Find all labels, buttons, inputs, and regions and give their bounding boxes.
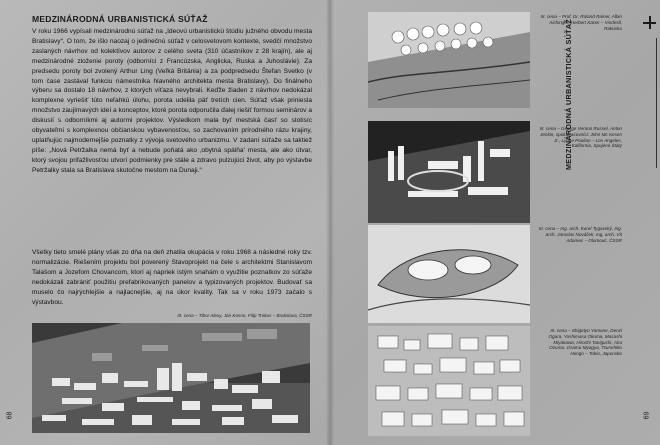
model-photo-rakusko	[368, 12, 530, 108]
model-photo-olomouc	[368, 225, 530, 323]
model-photo-los-angeles	[368, 121, 530, 223]
side-title: MEDZINÁRODNÁ URBANISTICKÁ SÚŤAŽ	[564, 18, 573, 170]
book-gutter	[326, 0, 334, 445]
model-photo-bratislava	[32, 323, 310, 433]
photo-caption-4: III. cena – Ing. arch. Karel Tygavský, Ing. arch. Jaroslav Nováček, Ing. arch. Vít Adamec – Olomouc, ČSSR	[538, 226, 622, 243]
body-paragraph-2: Všetky tieto smelé plány však zo dňa na deň zhatila okupácia v roku 1968 a následné roky tzv. normalizácie. Riešením projektu bol poverený Stavoprojekt na čele s architektmi Stanislavom Talašom a Jozefom Chovancom, ktorí aj napriek istým snahám o využitie poznatkov zo súťaže nedokázali zabrániť použitiu prefabrikovaných panelov a typizovaných projektov. Budovať sa muselo čo najrýchlejšie a najlacnejšie, aj na úkor kvality. Tak sa v roku 1973 začalo s výstavbou.	[32, 249, 312, 306]
section-heading: MEDZINÁRODNÁ URBANISTICKÁ SÚŤAŽ	[32, 14, 208, 24]
photo-caption-3: III. cena – George Vernon Russel, Anton Jenkin, spolupracovníci: John Mc Kesen Jr., Lynne Poolian – Los Angeles, Kalifornia, Spojené Štáty	[539, 126, 622, 149]
page-number-left: 68	[6, 411, 14, 420]
photo-caption-1: III. cena – Tibor Alexy, Ján Kosnn, Filip Trnkus – Bratislava, ČSSR	[177, 313, 312, 318]
photo-caption-5: III. cena – Shigetyo Yamane, Denzi Ogura, Yoshimasa Okuma, Masashi Miyakawa, Hiroshi Taniguchi, Aira Ozuma, Osamu Myagya, Tsunehiko Hongo – Tokio, Japonsko	[548, 328, 622, 357]
photo-caption-2: III. cena – Prof. Dr. Roland Rainer, Albin Aichinger, Herbert Kaner – Vindesll, Rakúsko	[540, 14, 622, 31]
side-title-rule	[656, 38, 657, 168]
body-paragraph-1: V roku 1966 vypísali medzinárodnú súťaž na „Ideovú urbanistickú štúdiu južného obvodu mesta Bratislavy“. O tom, že išlo naozaj o jedinečnú súťaž v celosvetovom kontexte, svedčí množstvo zaslaných návrhov od kolektívov autorov z celého sveta (310 účastníkov z 28 krajín), ale aj medzinárodné zloženie poroty (odborníci z Francúzska, Anglicka, Ruska a Juhoslávie). Za predsedu poroty bol zvolený Arthur Ling (Veľká Británia) a za podpredsedu Štefan Svetko (v tom čase zastával funkciu námestníka hlavného architekta mesta Bratislavy). Do finálneho výberu sa dostalo 18 návrhov, z ktorých víťaza nevybrali. Keďže žiaden z návrhov nedokázal komplexne vyriešiť túto neľahkú úlohu, porota udelila päť tretích cien. Súťaž však priniesla množstvo zaujímavých ideí a konceptov, ktoré porota odporučila ďalej riešiť formou seminárov a diskusií s odborníkmi aj autormi projektov. Výsledkom mala byť mestská časť so stotisíc obyvateľmi s komplexnou občianskou vybavenosťou, so zachovaním prírodného rázu krajiny, uplatňujúc najmodernejšie poznatky z vývoja svetového urbanizmu. V zadaní súťaže sa taktiež píše: „Nová Petržalka nemá byť a nebude poňatá ako ‚obytná spálňa‘ mesta, ale ako útvar, ktorý svojou prifažlivosťou utvorí podmienky pre stále a zdravo pulzujúci život, aby po výstavbe Petržalky stala sa Bratislava skutočne mestom na Dunaji.“	[32, 28, 312, 174]
model-photo-tokio	[368, 326, 530, 436]
page-number-right: 69	[643, 411, 651, 420]
plus-icon	[643, 16, 656, 29]
